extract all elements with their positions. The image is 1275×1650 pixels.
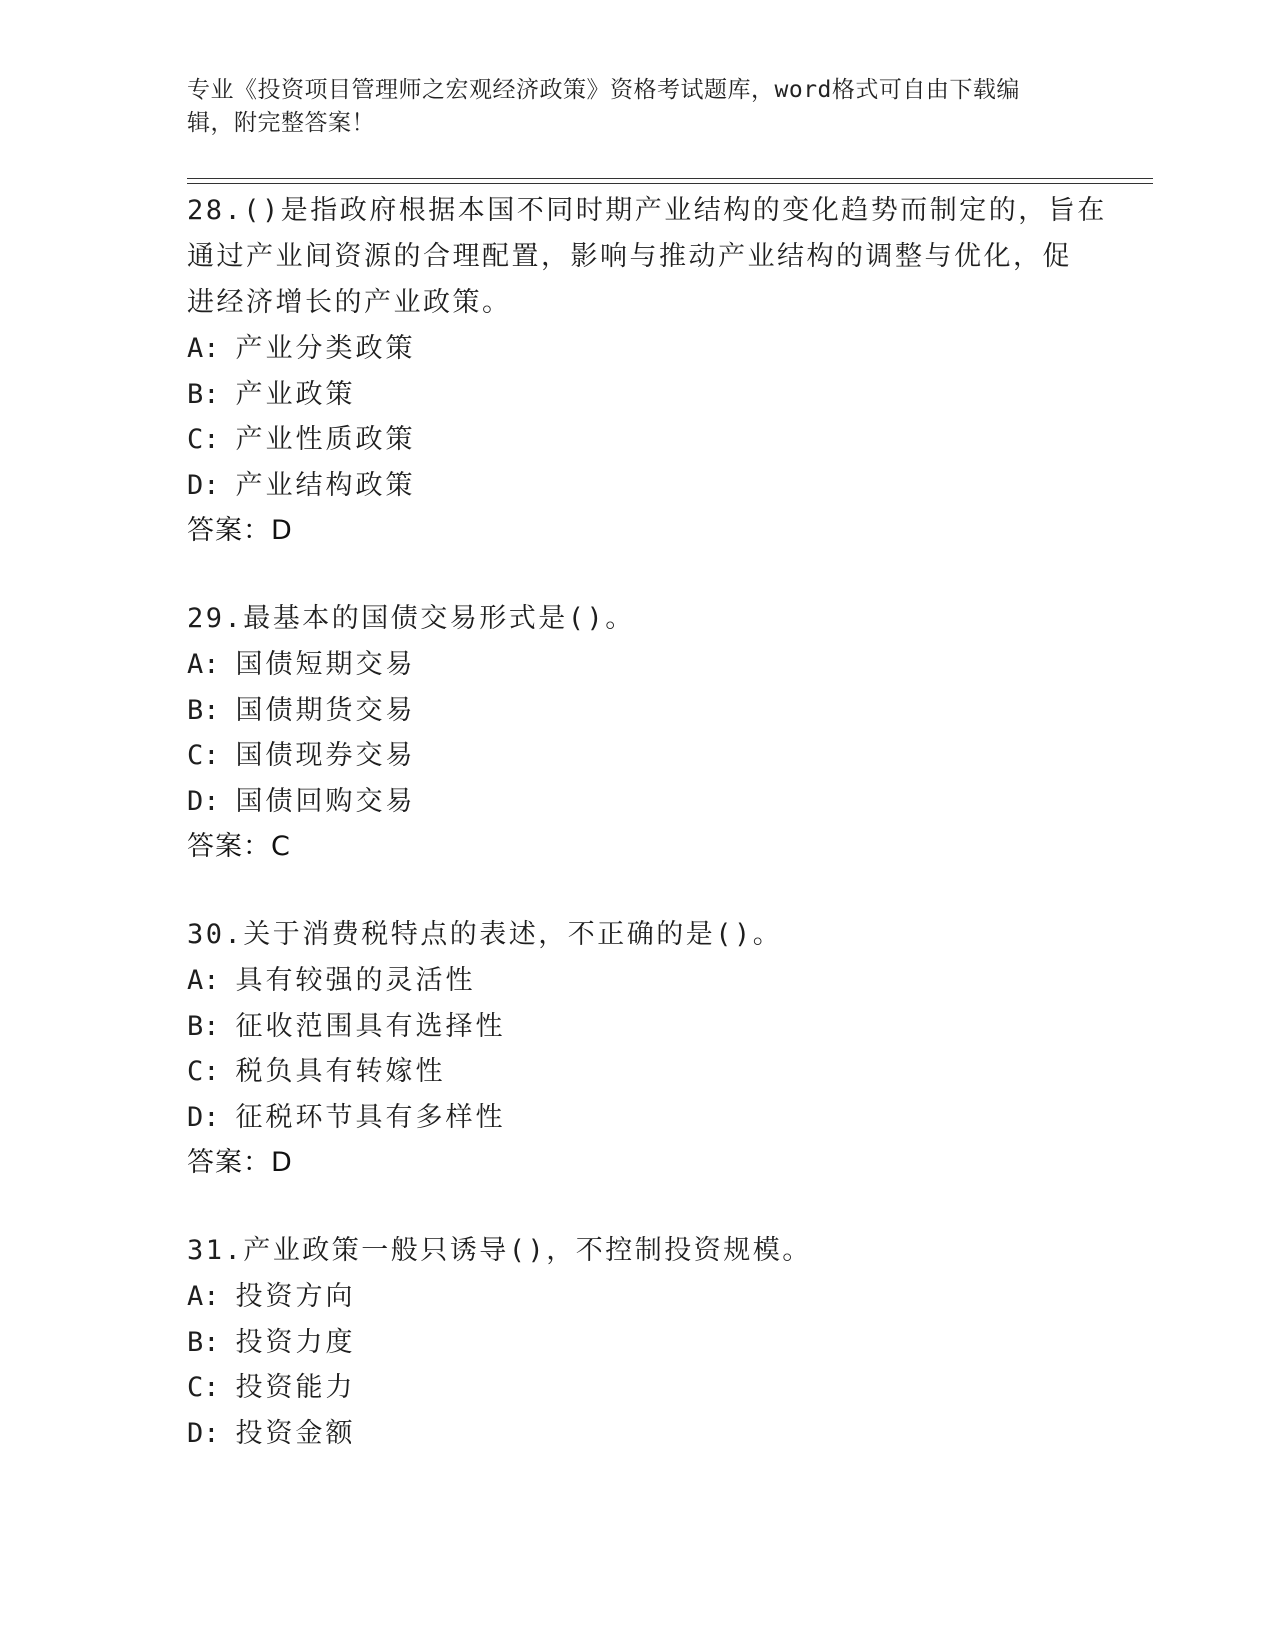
- question-28: [187, 188, 1107, 554]
- option-text: 产业政策: [235, 378, 356, 410]
- question-list: [187, 188, 1107, 1456]
- stem-line: 28.()是指政府根据本国不同时期产业结构的变化趋势而制定的，旨在: [187, 195, 1107, 226]
- option-text: 国债期货交易: [235, 694, 416, 726]
- option-letter: D: [187, 469, 204, 501]
- spacer: [187, 554, 1087, 596]
- option-text: 征税环节具有多样性: [235, 1101, 506, 1133]
- option-separator: :: [203, 1326, 220, 1358]
- option-text: 产业结构政策: [235, 469, 416, 501]
- option-letter: B: [187, 378, 204, 410]
- option-a: [187, 642, 1087, 688]
- option-letter: D: [187, 785, 204, 817]
- option-separator: :: [203, 1010, 220, 1042]
- option-separator: :: [203, 1101, 220, 1133]
- header-line-2: 辑，附完整答案！: [187, 110, 375, 136]
- option-text: 产业分类政策: [235, 333, 416, 364]
- document-header: [187, 74, 1067, 140]
- option-separator: :: [203, 1372, 220, 1403]
- option-separator: :: [203, 1056, 220, 1087]
- question-29: [187, 596, 1087, 870]
- option-letter: A: [187, 649, 204, 680]
- option-text: 投资力度: [235, 1326, 356, 1358]
- option-separator: :: [203, 740, 220, 771]
- stem-line: 30.关于消费税特点的表述，不正确的是()。: [187, 919, 783, 950]
- spacer: [187, 870, 1087, 912]
- option-b: [187, 372, 1087, 418]
- option-c: [187, 1049, 1087, 1095]
- option-letter: C: [187, 424, 204, 455]
- stem-line: 29.最基本的国债交易形式是()。: [187, 603, 635, 634]
- header-divider-bottom: [187, 183, 1153, 184]
- option-text: 投资方向: [235, 1281, 356, 1312]
- option-c: [187, 1365, 1087, 1411]
- option-c: [187, 733, 1087, 779]
- option-letter: D: [187, 1417, 204, 1449]
- option-separator: :: [203, 694, 220, 726]
- option-letter: C: [187, 1056, 204, 1087]
- stem-line: 通过产业间资源的合理配置，影响与推动产业结构的调整与优化，促: [187, 241, 1072, 272]
- option-letter: A: [187, 333, 204, 364]
- option-separator: :: [203, 469, 220, 501]
- question-stem: [187, 1228, 1087, 1274]
- option-d: [187, 1095, 1087, 1141]
- option-text: 国债回购交易: [235, 785, 416, 817]
- option-letter: B: [187, 1326, 204, 1358]
- question-stem: [187, 596, 1087, 642]
- option-separator: :: [203, 1281, 220, 1312]
- option-c: [187, 417, 1087, 463]
- option-d: [187, 463, 1087, 509]
- option-text: 具有较强的灵活性: [235, 965, 476, 996]
- option-letter: D: [187, 1101, 204, 1133]
- spacer: [187, 1186, 1087, 1228]
- option-separator: :: [203, 785, 220, 817]
- option-letter: A: [187, 1281, 204, 1312]
- option-letter: C: [187, 1372, 204, 1403]
- option-separator: :: [203, 333, 220, 364]
- option-letter: B: [187, 694, 204, 726]
- header-line-1: 专业《投资项目管理师之宏观经济政策》资格考试题库，word格式可自由下载编: [187, 77, 1020, 103]
- option-b: [187, 1004, 1087, 1050]
- option-separator: :: [203, 649, 220, 680]
- question-31: [187, 1228, 1087, 1456]
- option-b: [187, 688, 1087, 734]
- option-letter: C: [187, 740, 204, 771]
- stem-line: 进经济增长的产业政策。: [187, 287, 512, 318]
- option-text: 国债短期交易: [235, 649, 416, 680]
- option-separator: :: [203, 424, 220, 455]
- option-a: [187, 326, 1087, 372]
- option-a: [187, 1274, 1087, 1320]
- option-text: 投资能力: [235, 1372, 356, 1403]
- option-text: 投资金额: [235, 1417, 356, 1449]
- header-divider-top: [187, 178, 1153, 179]
- option-text: 征收范围具有选择性: [235, 1010, 506, 1042]
- option-d: [187, 779, 1087, 825]
- answer-line: 答案：D: [187, 1147, 293, 1178]
- option-separator: :: [203, 965, 220, 996]
- option-text: 国债现券交易: [235, 740, 416, 771]
- option-text: 产业性质政策: [235, 424, 416, 455]
- option-separator: :: [203, 378, 220, 410]
- option-separator: :: [203, 1417, 220, 1449]
- option-a: [187, 958, 1087, 1004]
- option-letter: A: [187, 965, 204, 996]
- question-stem: [187, 188, 1107, 326]
- answer-line: 答案：D: [187, 515, 293, 546]
- answer-line: 答案：C: [187, 831, 291, 862]
- question-30: [187, 912, 1087, 1186]
- stem-line: 31.产业政策一般只诱导()，不控制投资规模。: [187, 1235, 812, 1266]
- option-d: [187, 1411, 1087, 1457]
- option-b: [187, 1320, 1087, 1366]
- question-stem: [187, 912, 1087, 958]
- option-letter: B: [187, 1010, 204, 1042]
- option-text: 税负具有转嫁性: [235, 1056, 446, 1087]
